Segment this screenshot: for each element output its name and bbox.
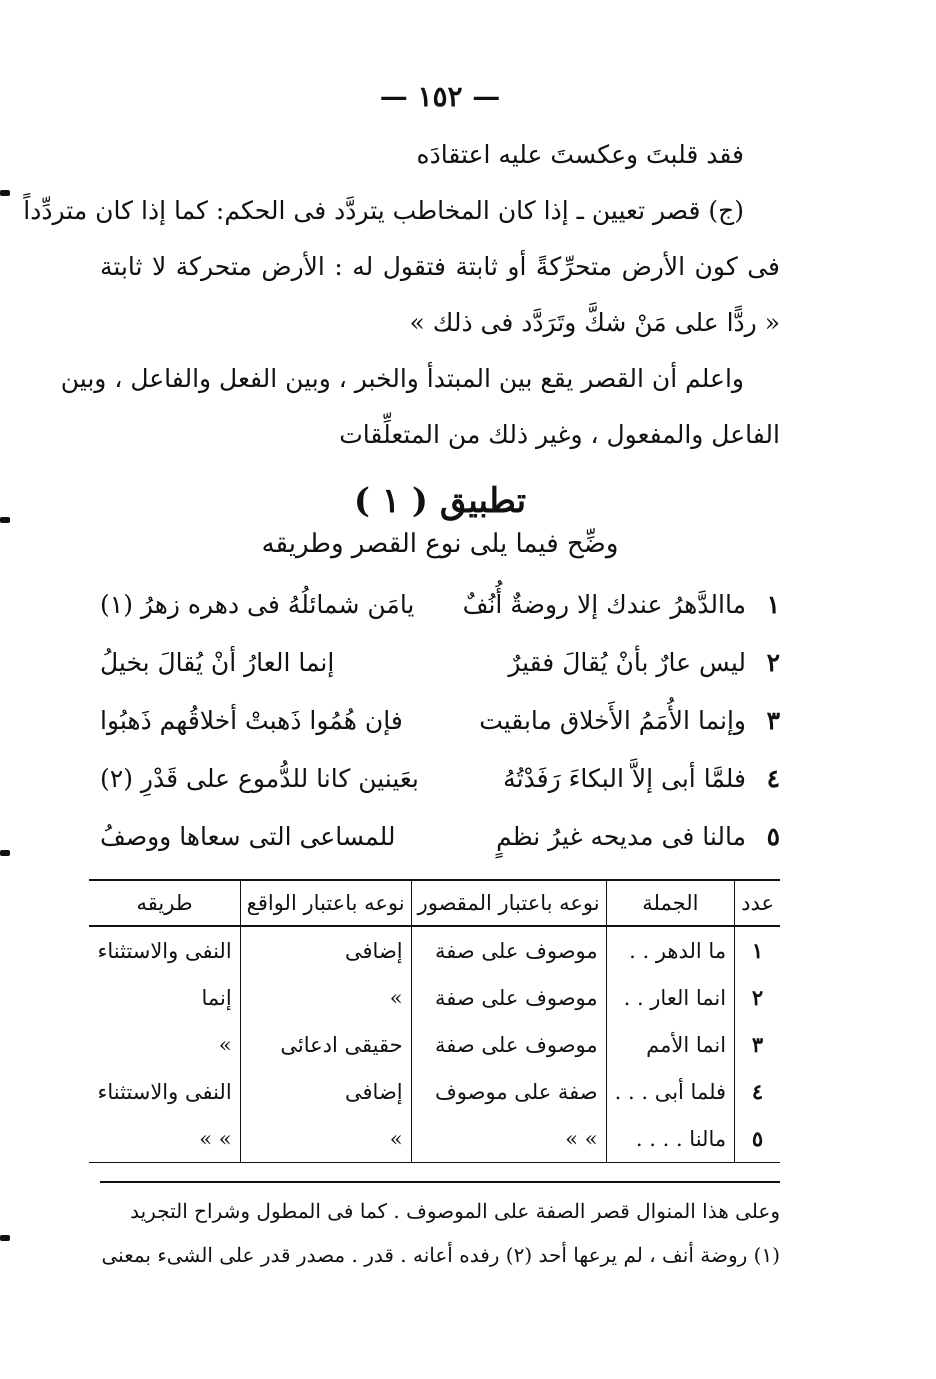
- verse-number: ٣: [766, 705, 780, 735]
- exercise-title: تطبيق ( ١ ): [353, 481, 527, 521]
- table-row: [89, 1068, 780, 1115]
- footnote-divider: [100, 1181, 780, 1183]
- column-header-sentence: الجملة: [606, 880, 734, 926]
- table-row: [89, 926, 780, 974]
- table-cell: النفى والاستثناء: [97, 1079, 232, 1104]
- table-cell: صفة على موصوف: [411, 1068, 606, 1115]
- verse-row: [100, 807, 780, 865]
- table-cell: إضافى: [240, 926, 411, 974]
- column-header-type-by-restricted: نوعه باعتبار المقصور: [411, 880, 606, 926]
- table-cell: فلما أبى . . .: [606, 1068, 734, 1115]
- analysis-table: [89, 879, 780, 1163]
- paragraph-line: الفاعل والمفعول ، وغير ذلك من المتعلِّقات: [339, 420, 780, 449]
- table-cell: النفى والاستثناء: [97, 938, 232, 963]
- verse-list: [100, 575, 780, 865]
- verse-row: [100, 633, 780, 691]
- table-header-row: [89, 880, 780, 926]
- table-cell: مالنا . . . .: [606, 1115, 734, 1163]
- table-cell: »: [240, 1115, 411, 1163]
- verse-row: [100, 575, 780, 633]
- column-header-number: عدد: [735, 880, 780, 926]
- table-cell: » »: [89, 1115, 240, 1163]
- exercise-instruction: وضِّح فيما يلى نوع القصر وطريقه: [261, 529, 619, 559]
- closing-note: وعلى هذا المنوال قصر الصفة على الموصوف . كما فى المطول وشراح التجريد: [130, 1199, 780, 1223]
- verse-first-hemistich: فلمَّا أبى إلاَّ البكاءَ رَفَدْتُهُ: [503, 763, 746, 793]
- table-cell: إنما: [201, 985, 232, 1010]
- verse-row: [100, 749, 780, 807]
- footnote: (١) روضة أنف ، لم يرعها أحد (٢) رفده أعانه . قدر . مصدر قدر على الشىء بمعنى: [101, 1243, 780, 1267]
- verse-first-hemistich: ليس عارٌ بأنْ يُقالَ فقيرٌ: [508, 647, 746, 677]
- verse-number: ١: [766, 589, 780, 619]
- table-row: [89, 1021, 780, 1068]
- table-cell: موصوف على صفة: [411, 974, 606, 1021]
- page-number: — ١٥٢ —: [379, 80, 501, 113]
- table-cell: ١: [735, 926, 780, 974]
- page-edge-mark: [0, 1235, 10, 1241]
- table-cell: موصوف على صفة: [411, 926, 606, 974]
- paragraph-line: (ج) قصر تعيين ـ إذا كان المخاطب يتردَّد فى الحكم: كما إذا كان متردِّداً: [23, 196, 744, 225]
- table-cell: »: [240, 974, 411, 1021]
- column-header-method: طريقه: [89, 880, 240, 926]
- verse-number: ٤: [766, 763, 780, 793]
- table-cell: إضافى: [240, 1068, 411, 1115]
- table-cell: » »: [411, 1115, 606, 1163]
- book-page: [23, 80, 780, 1277]
- table-cell: ما الدهر . .: [606, 926, 734, 974]
- verse-second-hemistich: فإن هُمُوا ذَهبتْ أخلاقُهم ذَهبُوا: [100, 705, 403, 735]
- page-edge-mark: [0, 850, 10, 856]
- verse-first-hemistich: وإنما الأُمَمُ الأَخلاق مابقيت: [479, 705, 746, 735]
- table-cell: ٤: [735, 1068, 780, 1115]
- verse-row: [100, 691, 780, 749]
- verse-first-hemistich: ماالدَّهرُ عندك إلا روضةٌ أُنُفٌ: [462, 589, 746, 619]
- table-cell: ٣: [735, 1021, 780, 1068]
- verse-first-hemistich: مالنا فى مديحه غيرُ نظمٍ: [496, 821, 746, 851]
- verse-second-hemistich: بعَينين كانا للدُّموع على قَدْرِ (٢): [100, 763, 419, 793]
- table-cell: انما العار . .: [606, 974, 734, 1021]
- verse-number: ٢: [766, 647, 780, 677]
- verse-number: ٥: [766, 821, 780, 851]
- verse-second-hemistich: يامَن شمائلُهُ فى دهره زهرُ (١): [100, 589, 415, 619]
- table-cell: ٥: [735, 1115, 780, 1163]
- paragraph-line: واعلم أن القصر يقع بين المبتدأ والخبر ، وبين الفعل والفاعل ، وبين: [60, 364, 744, 393]
- paragraph-line: فى كون الأرض متحرِّكةً أو ثابتة فتقول له : الأرض متحركة لا ثابتة: [100, 252, 780, 281]
- verse-second-hemistich: للمساعى التى سعاها ووصفُ: [100, 821, 396, 851]
- column-header-type-by-reality: نوعه باعتبار الواقع: [240, 880, 411, 926]
- page-edge-mark: [0, 517, 10, 523]
- table-cell: »: [218, 1032, 232, 1057]
- table-row: [89, 974, 780, 1021]
- verse-second-hemistich: إنما العارُ أنْ يُقالَ بخيلُ: [100, 647, 335, 677]
- table-cell: ٢: [735, 974, 780, 1021]
- paragraph-line: « ردًّا على مَنْ شكَّ وتَرَدَّد فى ذلك »: [409, 308, 780, 337]
- paragraph-line: فقد قلبتَ وعكستَ عليه اعتقادَه: [416, 140, 744, 169]
- table-cell: موصوف على صفة: [411, 1021, 606, 1068]
- table-cell: حقيقى ادعائى: [240, 1021, 411, 1068]
- table-cell: انما الأمم: [606, 1021, 734, 1068]
- table-row: [89, 1115, 780, 1163]
- page-edge-mark: [0, 190, 10, 196]
